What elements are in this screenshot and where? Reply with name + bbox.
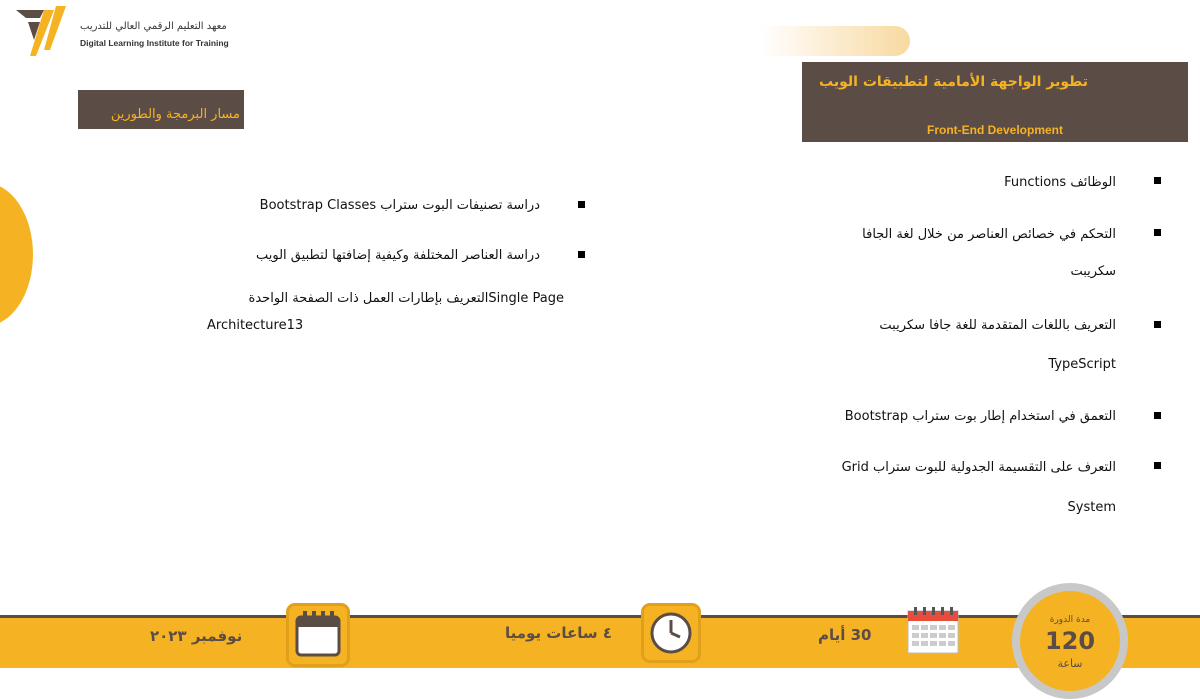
logo-arabic-name: معهد التعليم الرقمي العالي للتدريب: [80, 21, 227, 32]
list-item: التعريف باللغات المتقدمة للغة جافا سكريبت: [879, 318, 1116, 333]
footer-hours: ٤ ساعات يوميا: [505, 624, 613, 642]
bullet-icon: [1154, 412, 1161, 419]
list-item: التعمق في استخدام إطار بوت ستراب Bootstrap: [844, 409, 1116, 424]
bullet-icon: [578, 201, 585, 208]
course-duration-badge: [1012, 583, 1128, 699]
bullet-icon: [578, 251, 585, 258]
list-item-continuation: System: [1067, 500, 1116, 515]
desk-calendar-icon: [906, 605, 960, 655]
top-decor-bar: [760, 26, 910, 56]
calendar-icon: [286, 603, 350, 667]
list-item-continuation: TypeScript: [1048, 357, 1116, 372]
list-item-continuation: سكريبت: [1070, 264, 1116, 279]
footer-date: نوفمبر ٢٠٢٣: [150, 627, 243, 645]
footer-days: 30 أيام: [818, 626, 872, 644]
bullet-icon: [1154, 462, 1161, 469]
clock-icon: [641, 603, 701, 663]
logo-english-name: Digital Learning Institute for Training: [80, 38, 229, 48]
bullet-icon: [1154, 177, 1161, 184]
course-title-box: [802, 62, 1188, 142]
list-item-continuation: Architecture13: [207, 318, 304, 333]
duration-unit: ساعة: [1057, 657, 1083, 670]
track-box: [78, 90, 244, 129]
list-item-continuation: Single Pageالتعريف بإطارات العمل ذات الصفحة الواحدة: [248, 291, 564, 306]
duration-value: 120: [1044, 627, 1096, 655]
list-item: دراسة العناصر المختلفة وكيفية إضافتها لتطبيق الويب: [256, 248, 540, 263]
list-item: التحكم في خصائص العناصر من خلال لغة الجافا: [862, 227, 1116, 242]
list-item: دراسة تصنيفات البوت ستراب Bootstrap Classes: [259, 198, 540, 213]
duration-label: مدة الدورة: [1049, 615, 1091, 625]
track-label: مسار البرمجة والطورين: [110, 107, 240, 122]
bullet-icon: [1154, 321, 1161, 328]
logo-mark-icon: [14, 4, 74, 60]
course-title-ar: تطوير الواجهة الأمامية لتطبيقات الويب: [819, 74, 1088, 90]
left-decor-arc: [0, 183, 33, 326]
course-title-en: Front-End Development: [926, 123, 1063, 137]
list-item: التعرف على التقسيمة الجدولية للبوت ستراب Grid: [841, 460, 1116, 475]
institute-logo: [14, 4, 229, 60]
bullet-icon: [1154, 229, 1161, 236]
list-item: الوظائف Functions: [1004, 175, 1116, 190]
